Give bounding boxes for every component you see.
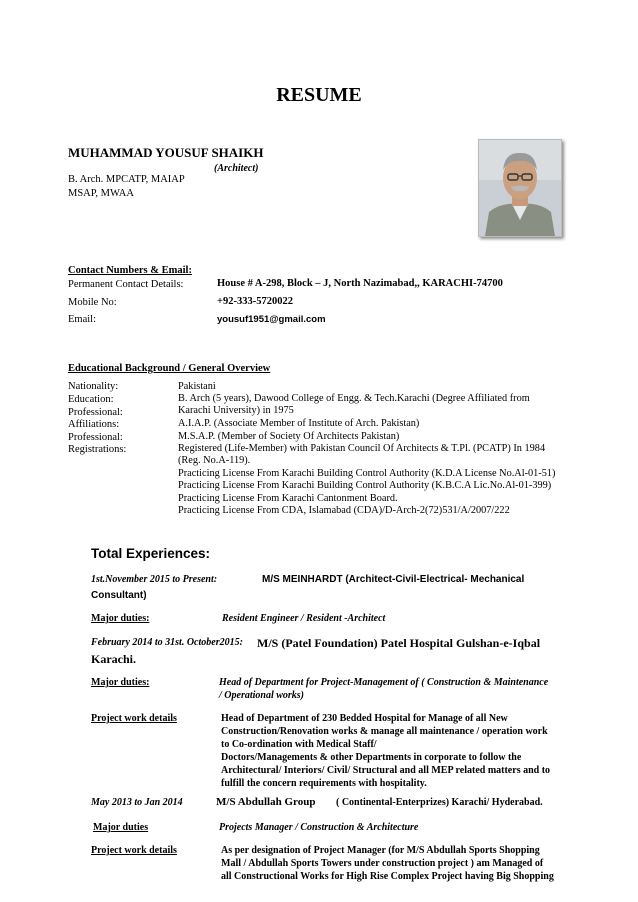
registration-number: (Reg. No.A-119).: [178, 455, 251, 466]
job3-duties-value: Projects Manager / Construction & Architecture: [219, 822, 419, 833]
job1-org-line-1: M/S MEINHARDT (Architect-Civil-Electrical- Mechanical: [262, 574, 525, 585]
license-kda: Practicing License From Karachi Building Control Authority (K.D.A License No.Al-01-51): [178, 468, 556, 479]
nationality-value: Pakistani: [178, 381, 216, 392]
profile-photo: [478, 139, 562, 237]
experience-heading: Total Experiences:: [91, 546, 211, 561]
address-label: Permanent Contact Details:: [68, 279, 184, 290]
label-nationality: Nationality:: [68, 381, 119, 392]
job2-project-line: Head of Department of 230 Bedded Hospital for Manage of all New: [221, 713, 508, 724]
label-professional-2: Professional:: [68, 432, 123, 443]
job2-project-line: Doctors/Managements & other Departments in corporate to follow the: [221, 752, 522, 763]
label-education: Education:: [68, 394, 114, 405]
affiliation-msap: M.S.A.P. (Member of Society Of Architects Pakistan): [178, 431, 400, 442]
page-title: RESUME: [276, 84, 362, 106]
education-heading: Educational Background / General Overview: [68, 363, 271, 374]
job1-date: 1st.November 2015 to Present:: [91, 574, 218, 585]
designation: (Architect): [214, 163, 259, 174]
job3-project-line: all Constructional Works for High Rise Complex Project having Big Shopping: [221, 871, 554, 882]
qualifications-line-1: B. Arch. MPCATP, MAIAP: [68, 174, 185, 185]
education-value-line-2: Karachi University) in 1975: [178, 405, 294, 416]
registration-pcatp: Registered (Life-Member) with Pakistan Council Of Architects & T.Pl. (PCATP) In 1984: [178, 443, 546, 454]
license-cda: Practicing License From CDA, Islamabad (CDA)/D-Arch-2(72)531/A/2007/222: [178, 505, 510, 516]
job3-duties-label: Major duties: [93, 822, 149, 833]
education-value-line-1: B. Arch (5 years), Dawood College of Engg. & Tech.Karachi (Degree Affiliated from: [178, 393, 530, 404]
job3-project-label: Project work details: [91, 845, 177, 856]
contact-heading: Contact Numbers & Email:: [68, 265, 192, 276]
job2-project-line: Architectural/ Interiors/ Civil/ Structural and all MEP related matters and to: [221, 765, 551, 776]
job3-org-detail: ( Continental-Enterprizes) Karachi/ Hyderabad.: [336, 797, 543, 808]
mobile-label: Mobile No:: [68, 297, 117, 308]
qualifications-line-2: MSAP, MWAA: [68, 188, 134, 199]
job2-project-line: to Co-ordination with Medical Staff/: [221, 739, 377, 750]
job1-org-line-2: Consultant): [91, 590, 147, 601]
label-affiliations: Affiliations:: [68, 419, 120, 430]
email-value[interactable]: yousuf1951@gmail.com: [217, 314, 326, 325]
job3-org: M/S Abdullah Group: [216, 796, 316, 808]
job2-project-line: Construction/Renovation works & manage all maintenance / operation work: [221, 726, 548, 737]
job2-project-line: fulfill the concern requirements with hospitality.: [221, 778, 427, 789]
affiliation-aiap: A.I.A.P. (Associate Member of Institute of Arch. Pakistan): [178, 418, 420, 429]
job2-org-line-2: Karachi.: [91, 652, 136, 666]
mobile-value: +92-333-5720022: [217, 296, 293, 307]
license-cantonment: Practicing License From Karachi Cantonment Board.: [178, 493, 398, 504]
label-professional: Professional:: [68, 407, 123, 418]
job2-project-label: Project work details: [91, 713, 177, 724]
label-registrations: Registrations:: [68, 444, 127, 455]
job3-date: May 2013 to Jan 2014: [91, 797, 183, 808]
job1-duties-value: Resident Engineer / Resident -Architect: [222, 613, 386, 624]
job2-duties-label: Major duties:: [91, 677, 150, 688]
job2-org-line-1: M/S (Patel Foundation) Patel Hospital Gulshan-e-Iqbal: [257, 636, 541, 650]
job1-duties-label: Major duties:: [91, 613, 150, 624]
job2-duties-value-line-2: / Operational works): [219, 690, 305, 701]
job2-date: February 2014 to 31st. October2015:: [91, 637, 243, 648]
job3-project-line: As per designation of Project Manager (for M/S Abdullah Sports Shopping: [221, 845, 540, 856]
license-kbca: Practicing License From Karachi Building Control Authority (K.B.C.A Lic.No.Al-01-399): [178, 480, 552, 491]
job2-duties-value-line-1: Head of Department for Project-Management of ( Construction & Maintenance: [219, 677, 549, 688]
candidate-name: MUHAMMAD YOUSUF SHAIKH: [68, 145, 264, 160]
email-label: Email:: [68, 314, 96, 325]
profile-photo-portrait: [479, 140, 561, 236]
address-value: House # A-298, Block – J, North Nazimabad,, KARACHI-74700: [217, 278, 503, 289]
job3-project-line: Mall / Abdullah Sports Towers under construction project ) am Managed of: [221, 858, 544, 869]
